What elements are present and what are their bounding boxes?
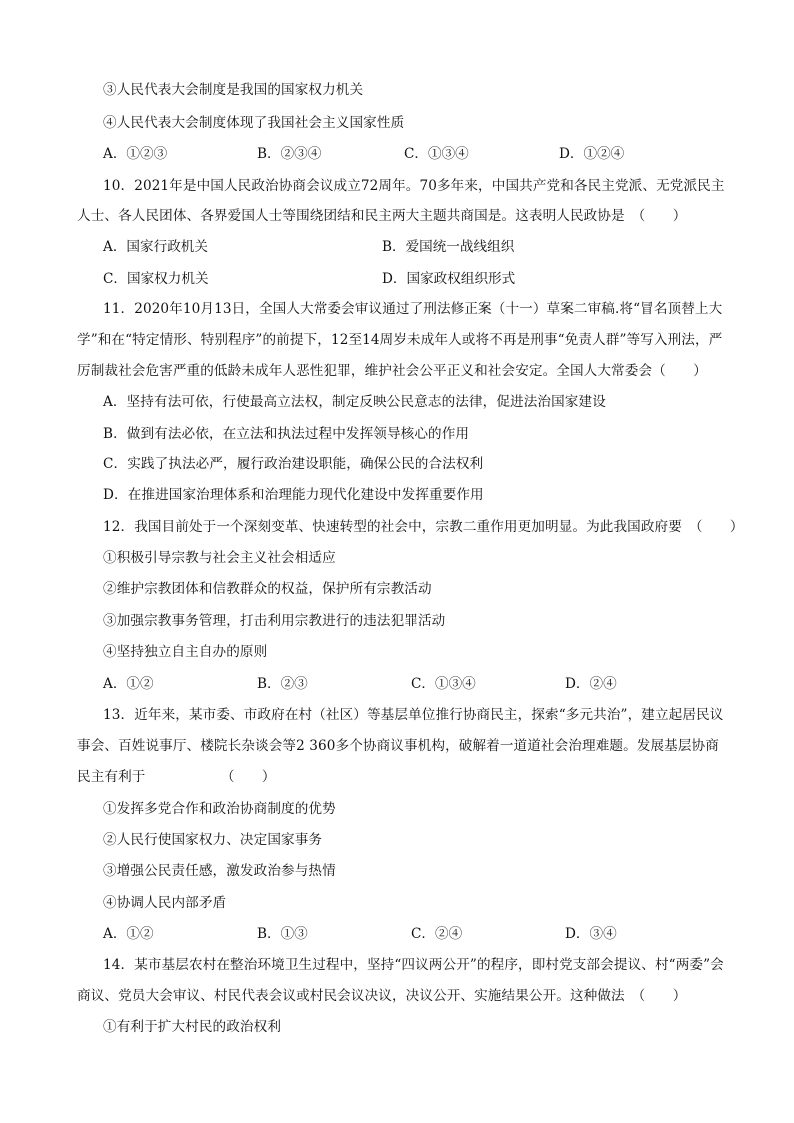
q13-item-4: ④协调人民内部矛盾 [103,895,227,911]
q12-option-c: C．①③④ [411,676,476,692]
q9-item-3: ③人民代表大会制度是我国的国家权力机关 [103,82,364,98]
q11-stem-line-2: 学”和在“特定情形、特别程序”的前提下，12至14周岁未成年人或将不再是刑事“免责人群”等写入刑法，严 [77,332,723,348]
q13-stem-line-2: 事会、百姓说事厅、楼院长杂谈会等2 360多个协商议事机构，破解着一道道社会治理难题。发展基层协商 [77,738,719,754]
q10-stem-line-1: 10．2021年是中国人民政治协商会议成立72周年。70多年来，中国共产党和各民主党派、无党派民主 [103,178,725,194]
q11-option-c: C．实践了执法必严，履行政治建设职能，确保公民的合法权利 [103,456,484,472]
q13-stem-line-3: 民主有利于 （ ） [77,769,276,785]
q12-option-b: B．②③ [257,676,308,692]
q12-option-d: D．②④ [565,676,617,692]
q11-option-b: B．做到有法必依，在立法和执法过程中发挥领导核心的作用 [103,426,470,442]
q14-item-1: ①有利于扩大村民的政治权利 [103,1019,282,1035]
q9-option-c: C．①③④ [404,146,469,162]
q11-stem-line-3: 厉制裁社会危害严重的低龄未成年人恶性犯罪，维护社会公平正义和社会安定。全国人大常委会（ ） [77,363,707,379]
q13-item-2: ②人民行使国家权力、决定国家事务 [103,832,323,848]
q12-item-1: ①积极引导宗教与社会主义社会相适应 [103,550,336,566]
q13-stem-line-1: 13．近年来，某市委、市政府在村（社区）等基层单位推行协商民主，探索“多元共治”，建立起居民议 [103,707,724,723]
q14-stem-line-2: 商议、党员大会审议、村民代表会议或村民会议决议，决议公开、实施结果公开。这种做法 （ ） [77,988,687,1004]
q12-item-2: ②维护宗教团体和信教群众的权益，保护所有宗教活动 [103,581,432,597]
q9-option-b: B．②③④ [257,146,322,162]
q9-option-d: D．①②④ [559,146,625,162]
q9-item-4: ④人民代表大会制度体现了我国社会主义国家性质 [103,115,405,131]
q12-stem-line-1: 12．我国目前处于一个深刻变革、快速转型的社会中，宗教二重作用更加明显。为此我国政府要 （ ） [103,519,744,535]
q10-option-d: D．国家政权组织形式 [382,271,516,287]
q13-option-b: B．①③ [257,926,308,942]
q10-option-a: A．国家行政机关 [103,239,208,255]
q11-option-d: D．在推进国家治理体系和治理能力现代化建设中发挥重要作用 [103,487,484,503]
q11-option-a: A．坚持有法可依，行使最高立法权，制定反映公民意志的法律，促进法治国家建设 [103,394,606,410]
q13-item-3: ③增强公民责任感，激发政治参与热情 [103,863,336,879]
q13-option-c: C．②④ [411,926,463,942]
q14-stem-line-1: 14．某市基层农村在整治环境卫生过程中，坚持“四议两公开”的程序，即村党支部会提议、村“两委”会 [103,957,724,973]
q11-stem-line-1: 11．2020年10月13日，全国人大常委会审议通过了刑法修正案（十一）草案二审稿.将“冒名顶替上大 [103,301,723,317]
q9-option-a: A．①②③ [103,146,168,162]
q10-option-b: B．爱国统一战线组织 [382,239,515,255]
q12-item-4: ④坚持独立自主自办的原则 [103,644,268,660]
q12-item-3: ③加强宗教事务管理，打击利用宗教进行的违法犯罪活动 [103,613,446,629]
q13-option-d: D．③④ [565,926,617,942]
q12-option-a: A．①② [103,676,154,692]
q13-option-a: A．①② [103,926,154,942]
q10-option-c: C．国家权力机关 [103,271,209,287]
q10-stem-line-2: 人士、各人民团体、各界爱国人士等围绕团结和民主两大主题共商国是。这表明人民政协是 （ ） [77,208,687,224]
q13-item-1: ①发挥多党合作和政治协商制度的优势 [103,801,336,817]
